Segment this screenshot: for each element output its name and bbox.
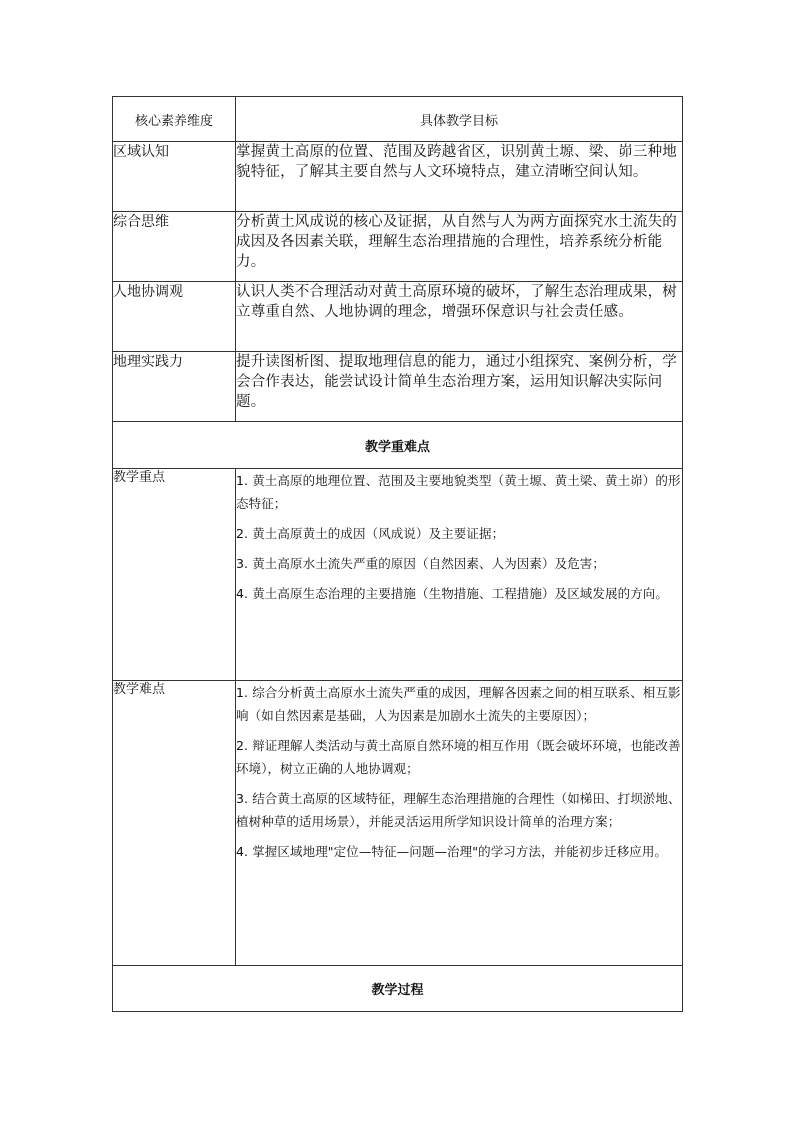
key-point-item: 1. 黄土高原的地理位置、范围及主要地貌类型（黄土塬、黄土梁、黄土峁）的形态特征； <box>236 473 681 511</box>
section-title-row <box>113 422 683 469</box>
process-section-title: 教学过程 <box>113 966 683 1012</box>
goal-row <box>113 142 683 212</box>
goal-row <box>113 352 683 422</box>
key-points-list <box>236 469 683 681</box>
goal-row <box>113 282 683 352</box>
goal-text: 提升读图析图、提取地理信息的能力，通过小组探究、案例分析，学会合作表达，能尝试设计简单生态治理方案，运用知识解决实际问题。 <box>236 352 683 422</box>
difficult-point-item: 2. 辩证理解人类活动与黄土高原自然环境的相互作用（既会破坏环境，也能改善环境），树立正确的人地协调观； <box>236 738 681 776</box>
header-dimension: 核心素养维度 <box>113 97 236 142</box>
dimension-label: 区域认知 <box>113 142 236 212</box>
difficult-point-item: 1. 综合分析黄土高原水土流失严重的成因，理解各因素之间的相互联系、相互影响（如自然因素是基础，人为因素是加剧水土流失的主要原因）； <box>236 685 681 723</box>
difficult-points-label: 教学难点 <box>113 681 236 966</box>
header-goal: 具体教学目标 <box>236 97 683 142</box>
goal-row <box>113 212 683 282</box>
key-points-label: 教学重点 <box>113 469 236 681</box>
goals-header-row <box>113 97 683 142</box>
dimension-label: 地理实践力 <box>113 352 236 422</box>
dimension-label: 综合思维 <box>113 212 236 282</box>
key-section-title: 教学重难点 <box>113 422 683 469</box>
goal-text: 掌握黄土高原的位置、范围及跨越省区，识别黄土塬、梁、峁三种地貌特征，了解其主要自然与人文环境特点，建立清晰空间认知。 <box>236 142 683 212</box>
section-title-row <box>113 966 683 1012</box>
goal-text: 分析黄土风成说的核心及证据，从自然与人为两方面探究水土流失的成因及各因素关联，理解生态治理措施的合理性，培养系统分析能力。 <box>236 212 683 282</box>
difficult-points-row <box>113 681 683 966</box>
dimension-label: 人地协调观 <box>113 282 236 352</box>
key-point-item: 3. 黄土高原水土流失严重的原因（自然因素、人为因素）及危害； <box>236 556 606 571</box>
difficult-points-list <box>236 681 683 966</box>
key-point-item: 4. 黄土高原生态治理的主要措施（生物措施、工程措施）及区域发展的方向。 <box>236 586 669 601</box>
difficult-point-item: 3. 结合黄土高原的区域特征，理解生态治理措施的合理性（如梯田、打坝淤地、植树种草的适用场景），并能灵活运用所学知识设计简单的治理方案； <box>236 791 681 829</box>
lesson-plan-table <box>112 96 683 1012</box>
key-point-item: 2. 黄土高原黄土的成因（风成说）及主要证据； <box>236 526 505 541</box>
goal-text: 认识人类不合理活动对黄土高原环境的破坏，了解生态治理成果，树立尊重自然、人地协调的理念，增强环保意识与社会责任感。 <box>236 282 683 352</box>
key-points-row <box>113 469 683 681</box>
difficult-point-item: 4. 掌握区域地理"定位—特征—问题—治理"的学习方法，并能初步迁移应用。 <box>236 844 668 859</box>
